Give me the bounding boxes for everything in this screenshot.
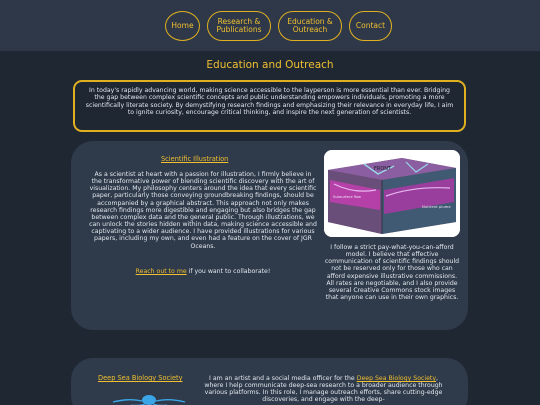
illustration-label-right: Nutrient plume xyxy=(422,204,451,209)
deep-sea-text-post: , where I help communicate deep-sea research to a broader audience through various platforms. In this role, I manage outreach efforts, share cutting-edge discoveries, and engage with the deep- xyxy=(204,375,443,404)
top-navigation xyxy=(0,0,540,51)
nav-research-label: Research & Publications xyxy=(216,16,262,34)
collaborate-line xyxy=(89,268,317,275)
nav-research-button[interactable] xyxy=(207,11,271,41)
scientific-illustration-text: As a scientist at heart with a passion for illustration, I firmly believe in the transformative power of blending scientific discovery with the art of visualization. My philosophy centers around the idea that every scientific paper, particularly those conveying groundbreaking findings, should be accompanied by a graphical abstract. This approach not only makes research findings more digestible and engaging but also bridges the gap between complex data and the general public. Through illustrations, we can unlock the stories hidden within data, making science accessible and captivating to a wider audience. I have provided illustrations for various papers, including my own, and even had a feature on the cover of JGR Oceans. xyxy=(89,171,317,250)
nav-education-label: Education & Outreach xyxy=(287,16,333,34)
pricing-text: I follow a strict pay-what-you-can-afford model. I believe that effective communication of scientific findings should not be reserved only for those who can afford expensive illustrative commissions. All rates are negotiable, and I also provide several Creative Commons stock images that anyone can use in their own graphics. xyxy=(324,244,460,302)
nav-contact-button[interactable] xyxy=(349,11,392,41)
collaborate-text: if you want to collaborate! xyxy=(186,268,271,275)
nav-education-button[interactable] xyxy=(278,11,342,41)
illustration-label-top: FRONT xyxy=(374,166,392,172)
deep-sea-society-heading[interactable]: Deep Sea Biology Society xyxy=(98,374,183,382)
nav-home-label: Home xyxy=(171,20,194,30)
nav-contact-label: Contact xyxy=(355,20,386,30)
intro-text: In today's rapidly advancing world, making science accessible to the layperson is more essential than ever. Bridging the gap between complex scientific concepts and public understanding empowers individuals, promoting a more scientifically literate society. By demystifying research findings and emphasizing their relevance in everyday life, I aim to ignite curiosity, encourage critical thinking, and inspire the next generation of scientists. xyxy=(85,87,454,117)
deep-sea-society-link[interactable]: Deep Sea Biology Society xyxy=(356,375,436,382)
illustration-label-left: Subsurface flow xyxy=(333,195,361,199)
deep-sea-text-pre: I am an artist and a social media officer for the xyxy=(209,375,357,382)
intro-box xyxy=(73,80,466,132)
deep-sea-society-text xyxy=(201,375,446,404)
ocean-block-diagram-image xyxy=(324,150,460,237)
ocean-illustration-svg xyxy=(324,150,460,237)
scientific-illustration-heading[interactable]: Scientific Illustration xyxy=(161,155,229,163)
octopus-logo-icon xyxy=(109,392,189,405)
page-title: Education and Outreach xyxy=(206,59,334,71)
reach-out-link[interactable]: Reach out to me xyxy=(135,268,187,275)
nav-home-button[interactable] xyxy=(165,11,200,41)
deep-sea-society-card xyxy=(71,358,468,405)
scientific-illustration-card xyxy=(71,141,468,330)
